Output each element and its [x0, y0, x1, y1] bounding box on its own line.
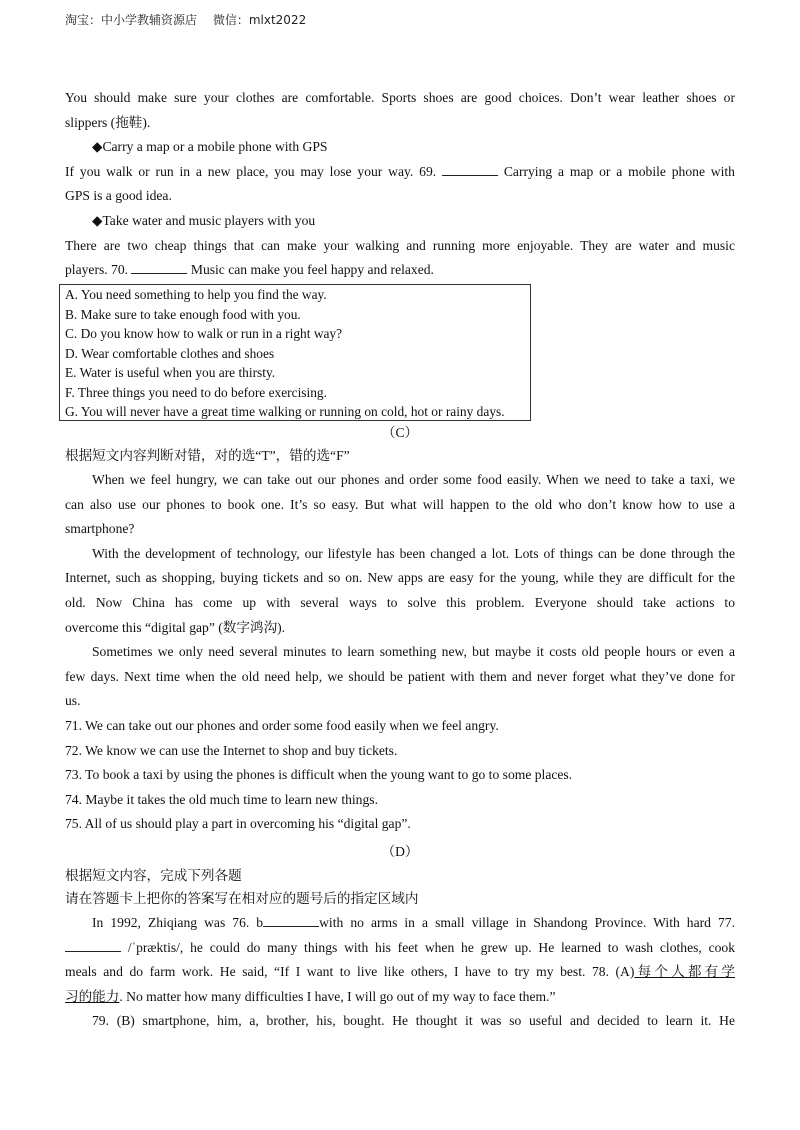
option-item: G. You will never have a great time walking or running on cold, hot or rainy days.: [65, 404, 505, 419]
option-item: E. Water is useful when you are thirsty.: [65, 365, 276, 380]
text-line: There are two cheap things that can make your walking and running more enjoyable. They are water and music: [65, 237, 735, 253]
underlined-sentence-78: 每个人都有学: [634, 964, 735, 980]
wechat-id: 微信：mlxt2022: [212, 13, 307, 27]
statement: 75. All of us should play a part in overcoming his “digital gap”.: [65, 816, 411, 832]
section-heading-c: （C）: [381, 425, 419, 440]
part-c: [65, 422, 735, 837]
text-line: Sometimes we only need several minutes to learn something new, but maybe it costs old people hours or even a: [92, 644, 735, 660]
text-line: In 1992, Zhiqiang was 76. b with no arms in a small village in Shandong Province. With hard 77.: [92, 915, 735, 930]
option-item: C. Do you know how to walk or run in a right way?: [65, 326, 343, 341]
text-line: smartphone?: [65, 521, 135, 537]
text-line: few days. Next time when the old need help, we should be patient with them and never forget what they’ve done for: [65, 668, 735, 684]
text-line: Internet, such as shopping, buying tickets and so on. New apps are easy for the young, while they are difficult for the: [65, 570, 735, 586]
text-line: us.: [65, 693, 81, 709]
part-d: [65, 840, 735, 1034]
shop-name: 淘宝：中小学教辅资源店: [65, 13, 198, 27]
instruction: 根据短文内容判断对错，对的选“T”，错的选“F”: [65, 448, 350, 463]
option-item: D. Wear comfortable clothes and shoes: [65, 345, 275, 361]
answer-blank-69[interactable]: [442, 163, 498, 176]
option-item: F. Three things you need to do before exercising.: [65, 384, 327, 400]
statement: 73. To book a taxi by using the phones is difficult when the young want to go to some places.: [65, 767, 573, 783]
underlined-sentence-78-cont: 习的能力: [65, 988, 120, 1004]
text-line: players. 70. Music can make you feel happy and relaxed.: [65, 262, 434, 278]
options-box: [59, 284, 531, 421]
text-line: With the development of technology, our lifestyle has been changed a lot. Lots of things can be done through the: [92, 545, 735, 561]
instruction: 请在答题卡上把你的答案写在相对应的题号后的指定区域内: [65, 891, 419, 906]
answer-blank-77[interactable]: [65, 939, 121, 952]
tip-heading: ◆Take water and music players with you: [92, 212, 316, 228]
text-line: 习的能力. No matter how many difficulties I have, I will go out of my way to face them.”: [65, 988, 556, 1004]
section-heading-d: （D）: [381, 844, 419, 859]
page-header: [65, 11, 306, 28]
text-line: slippers (拖鞋).: [65, 114, 151, 130]
text-line: GPS is a good idea.: [65, 188, 172, 204]
statement: 74. Maybe it takes the old much time to learn new things.: [65, 791, 378, 807]
option-item: B. Make sure to take enough food with you.: [65, 306, 301, 322]
text-line: You should make sure your clothes are comfortable. Sports shoes are good choices. Don’t wear leather shoes or: [65, 90, 735, 105]
text-line: overcome this “digital gap” (数字鸿沟).: [65, 619, 286, 635]
text-line: If you walk or run in a new place, you may lose your way. 69. Carrying a map or a mobile phone with: [65, 163, 735, 179]
statement: 71. We can take out our phones and order some food easily when we feel angry.: [65, 717, 499, 733]
option-item: A. You need something to help you find the way.: [65, 287, 327, 302]
instruction: 根据短文内容，完成下列各题: [65, 868, 242, 883]
text-line: meals and do farm work. He said, “If I want to live like others, I have to try my best. 78. (A)每个人都有学: [65, 964, 735, 980]
text-line: 79. (B) smartphone, him, a, brother, his, bought. He thought it was so useful and decided to learn it. He: [92, 1013, 735, 1029]
answer-blank-70[interactable]: [131, 261, 187, 274]
text-line: /ˈpræktis/, he could do many things with his feet when he grew up. He learned to wash clothes, cook: [65, 936, 735, 961]
answer-blank-76[interactable]: [263, 914, 319, 927]
text-line: can also use our phones to book one. It’s so easy. But what will happen to the old who don’t know how to use a: [65, 496, 735, 512]
text-line: old. Now China has come up with several ways to solve this problem. Everyone should take actions to: [65, 594, 735, 610]
statement: 72. We know we can use the Internet to shop and buy tickets.: [65, 742, 398, 758]
part-b-text: [65, 86, 735, 283]
tip-heading: ◆Carry a map or a mobile phone with GPS: [92, 139, 328, 155]
text-line: When we feel hungry, we can take out our phones and order some food easily. When we need to take a taxi, we: [92, 472, 735, 487]
